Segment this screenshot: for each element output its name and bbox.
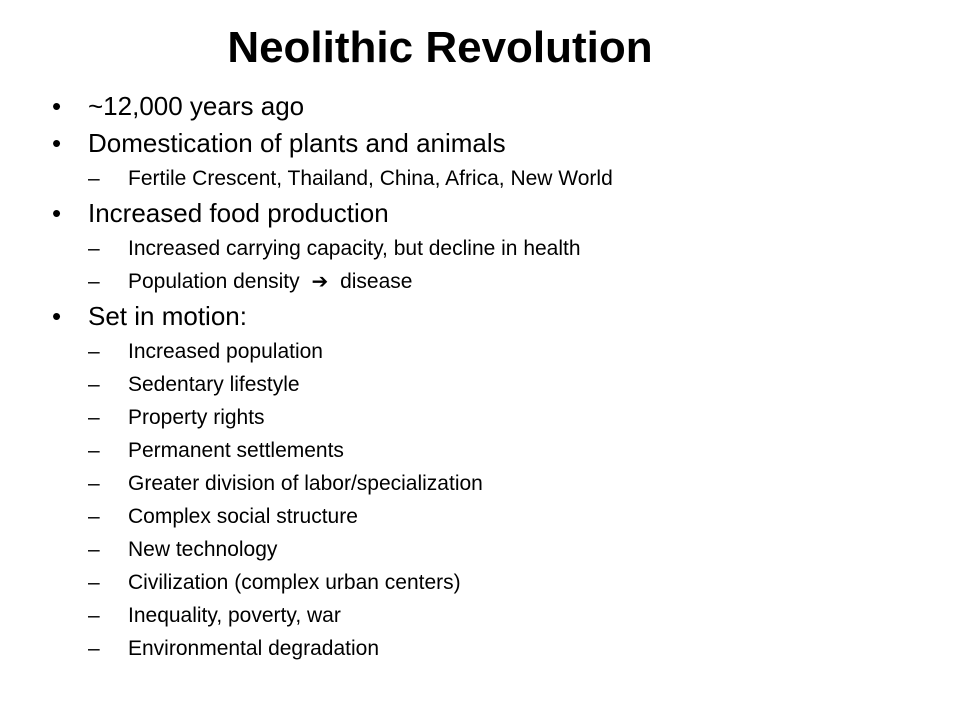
sub-item <box>52 500 932 533</box>
sub-text-before-arrow: Population density <box>128 270 300 293</box>
bullet-item <box>52 125 932 161</box>
sub-list-wrapper <box>52 335 932 665</box>
sub-item <box>52 599 932 632</box>
dash-icon: – <box>88 637 100 660</box>
bullet-text: Increased food production <box>88 198 389 228</box>
bullet-item <box>52 88 932 124</box>
sub-list-wrapper <box>52 162 932 195</box>
sub-text: Permanent settlements <box>128 439 344 462</box>
sub-text: Civilization (complex urban centers) <box>128 571 461 594</box>
sub-text: Increased carrying capacity, but decline in health <box>128 237 581 260</box>
sub-text: Increased population <box>128 340 323 363</box>
sub-text: New technology <box>128 538 278 561</box>
sub-text: Environmental degradation <box>128 637 379 660</box>
sub-list <box>52 232 932 298</box>
bullet-text: Set in motion: <box>88 301 247 331</box>
sub-text: Inequality, poverty, war <box>128 604 341 627</box>
bullet-dot-icon: • <box>52 91 62 121</box>
bullet-dot-icon: • <box>52 198 62 228</box>
dash-icon: – <box>88 439 100 462</box>
dash-icon: – <box>88 604 100 627</box>
sub-item <box>52 632 932 665</box>
dash-icon: – <box>88 340 100 363</box>
sub-item <box>52 467 932 500</box>
dash-icon: – <box>88 237 100 260</box>
bullet-text: ~12,000 years ago <box>88 91 305 121</box>
sub-text-after-arrow: disease <box>340 270 413 293</box>
sub-text: Fertile Crescent, Thailand, China, Africa, New World <box>128 167 613 190</box>
sub-text: Complex social structure <box>128 505 358 528</box>
sub-text: Sedentary lifestyle <box>128 373 300 396</box>
sub-list-wrapper <box>52 232 932 298</box>
sub-text: Greater division of labor/specialization <box>128 472 483 495</box>
dash-icon: – <box>88 505 100 528</box>
sub-item <box>52 335 932 368</box>
bullet-dot-icon: • <box>52 301 62 331</box>
bullet-item <box>52 195 932 231</box>
sub-list <box>52 335 932 665</box>
sub-item <box>52 162 932 195</box>
dash-icon: – <box>88 167 100 190</box>
arrow-right-icon: ➔ <box>311 269 329 293</box>
dash-icon: – <box>88 538 100 561</box>
bullet-dot-icon: • <box>52 128 62 158</box>
dash-icon: – <box>88 571 100 594</box>
sub-item <box>52 401 932 434</box>
bullet-text: Domestication of plants and animals <box>88 128 506 158</box>
dash-icon: – <box>88 472 100 495</box>
sub-item <box>52 533 932 566</box>
sub-item <box>52 368 932 401</box>
sub-item <box>52 566 932 599</box>
bullet-item <box>52 298 932 334</box>
sub-item <box>52 265 932 298</box>
sub-item <box>52 232 932 265</box>
bullet-list <box>52 88 932 665</box>
sub-list <box>52 162 932 195</box>
dash-icon: – <box>88 406 100 429</box>
sub-text: Property rights <box>128 406 265 429</box>
slide-title: Neolithic Revolution <box>227 23 653 72</box>
dash-icon: – <box>88 270 100 293</box>
dash-icon: – <box>88 373 100 396</box>
sub-item <box>52 434 932 467</box>
